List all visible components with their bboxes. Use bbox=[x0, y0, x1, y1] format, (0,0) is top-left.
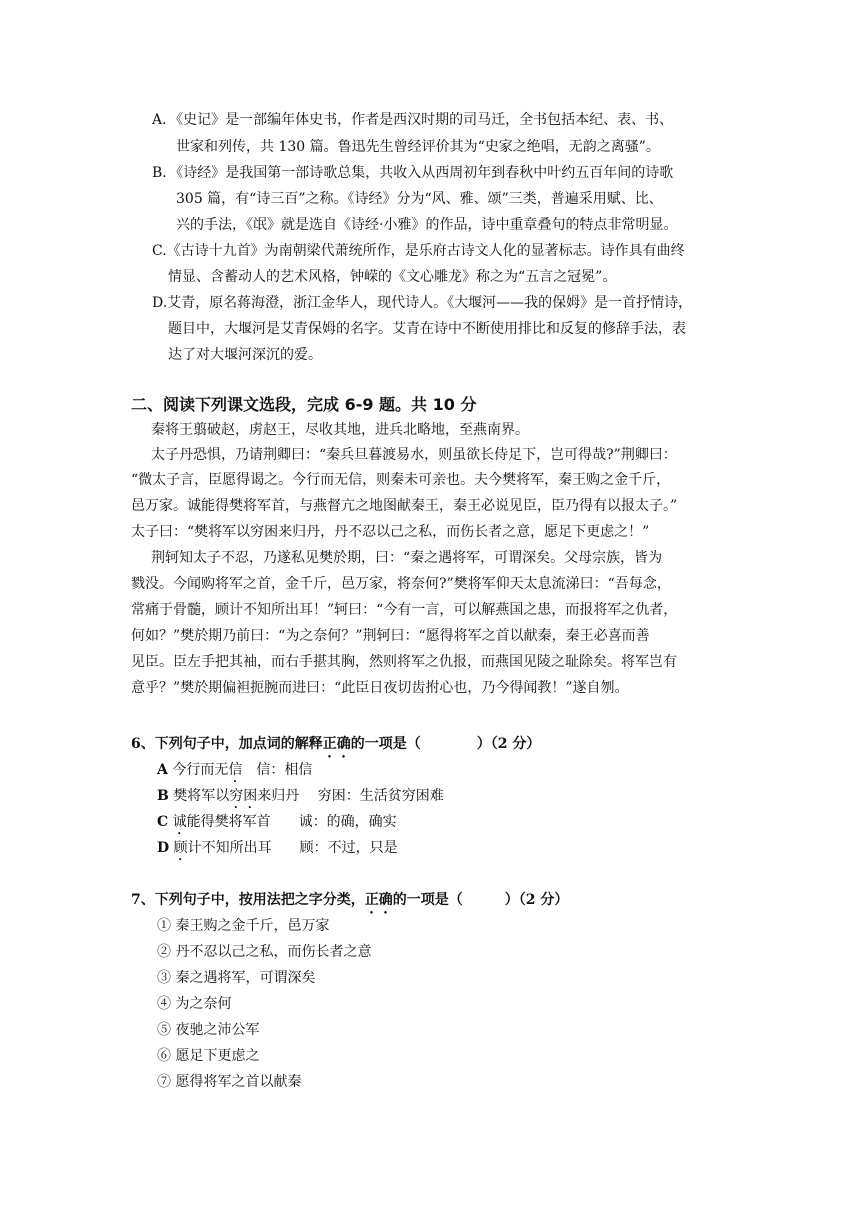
question-7-stem-b: 的一项是（ ）（2 分） bbox=[392, 892, 569, 908]
option-post: 能得樊将军首 诚：的确，确实 bbox=[186, 814, 397, 830]
option-pre: 樊将军以 bbox=[173, 788, 230, 804]
option-dotted-word: 信 bbox=[228, 762, 243, 778]
option-c-line-2: 情显、含蓄动人的艺术风格，钟嵘的《文心雕龙》称之为“五言之冠冕”。 bbox=[168, 269, 617, 285]
option-dotted-word: 顾 bbox=[173, 840, 188, 856]
question-7-stem-dotted: 正确 bbox=[364, 892, 393, 908]
option-d-line-1: D.艾青，原名蒋海澄，浙江金华人，现代诗人。《大堰河——我的保姆》是一首抒情诗， bbox=[152, 295, 693, 311]
option-d-line-2: 题目中，大堰河是艾青保姆的名字。艾青在诗中不断使用排比和反复的修辞手法，表 bbox=[168, 321, 686, 337]
option-b-line-2: 305 篇，有“诗三百”之称。《诗经》分为“风、雅、颂”三类，普遍采用赋、比、 bbox=[176, 191, 663, 207]
question-7-stem bbox=[131, 889, 568, 917]
question-6-option-a[interactable] bbox=[157, 759, 312, 786]
question-7-stem-a: 7、下列句子中，按用法把之字分类， bbox=[131, 892, 365, 908]
option-dotted-word: 穷困 bbox=[229, 788, 258, 804]
question-7-item-6: ⑥ 愿足下更虑之 bbox=[157, 1048, 260, 1064]
passage-p2-line-2: “微太子言，臣愿得谒之。今行而无信，则秦未可亲也。夫今樊将军，秦王购之金千斤， bbox=[131, 472, 671, 488]
option-letter: D bbox=[157, 840, 170, 856]
option-post: 来归丹 穷困：生活贫穷困难 bbox=[257, 788, 444, 804]
passage-p3-line-4: 何如？”樊於期乃前曰：“为之奈何？”荆轲曰：“愿得将军之首以献秦，秦王必喜而善 bbox=[131, 628, 650, 644]
question-6-stem bbox=[131, 733, 540, 761]
passage-p2-line-4: 太子曰：“樊将军以穷困来归丹，丹不忍以己之私，而伤长者之意，愿足下更虑之！” bbox=[131, 524, 650, 540]
passage-p3-line-6: 意乎？”樊於期偏袒扼腕而进曰：“此臣日夜切齿拊心也，乃今得闻教！”遂自刎。 bbox=[131, 680, 629, 696]
passage-p3-line-1: 荆轲知太子不忍，乃遂私见樊於期，曰：“秦之遇将军，可谓深矣。父母宗族，皆为 bbox=[151, 550, 663, 566]
option-b-line-3: 兴的手法，《氓》就是选自《诗经·小雅》的作品，诗中重章叠句的特点非常明显。 bbox=[176, 217, 678, 233]
section-2-heading: 二、阅读下列课文选段，完成 6-9 题。共 10 分 bbox=[131, 395, 477, 414]
option-a-line-2: 世家和列传，共 130 篇。鲁迅先生曾经评价其为“史家之绝唱，无韵之离骚”。 bbox=[176, 139, 660, 155]
question-6-stem-b: 的一项是（ ）（2 分） bbox=[350, 736, 541, 752]
option-d-line-3: 达了对大堰河深沉的爱。 bbox=[168, 347, 322, 363]
passage-p3-line-5: 见臣。臣左手把其袖，而右手揕其胸，然则将军之仇报，而燕国见陵之耻除矣。将军岂有 bbox=[131, 654, 677, 670]
question-7-item-1: ① 秦王购之金千斤，邑万家 bbox=[157, 918, 330, 934]
passage-p2-line-1: 太子丹恐惧，乃请荆卿曰：“秦兵旦暮渡易水，则虽欲长侍足下，岂可得哉?”荆卿曰： bbox=[151, 447, 677, 463]
option-letter: C bbox=[157, 814, 169, 830]
option-c-line-1: C.《古诗十九首》为南朝梁代萧统所作，是乐府古诗文人化的显著标志。诗作具有曲终 bbox=[152, 243, 685, 259]
question-6-option-b[interactable] bbox=[157, 785, 444, 812]
question-6-option-c[interactable] bbox=[157, 811, 397, 838]
option-pre: 今行而无 bbox=[172, 762, 229, 778]
option-post: 计不知所出耳 顾：不过，只是 bbox=[187, 840, 398, 856]
option-a-line-1: A．《史记》是一部编年体史书，作者是西汉时期的司马迁，全书包括本纪、表、书、 bbox=[152, 112, 674, 128]
option-post: 信：相信 bbox=[242, 762, 313, 778]
question-7-item-3: ③ 秦之遇将军，可谓深矣 bbox=[157, 970, 316, 986]
option-dotted-word: 诚 bbox=[172, 814, 187, 830]
question-6-stem-dotted: 正确 bbox=[322, 736, 351, 752]
option-letter: B bbox=[157, 788, 169, 804]
passage-p3-line-3: 常痛于骨髓，顾计不知所出耳！”轲曰：“今有一言，可以解燕国之患，而报将军之仇者， bbox=[131, 602, 678, 618]
question-6-stem-a: 6、下列句子中，加点词的解释 bbox=[131, 736, 323, 752]
question-6-option-d[interactable] bbox=[157, 837, 398, 864]
question-7-item-2: ② 丹不忍以己之私，而伤长者之意 bbox=[157, 944, 372, 960]
option-letter: A bbox=[157, 762, 168, 778]
passage-p2-line-3: 邑万家。诚能得樊将军首，与燕督亢之地图献秦王，秦王必说见臣，臣乃得有以报太子。” bbox=[131, 498, 678, 514]
option-b-line-1: B．《诗经》是我国第一部诗歌总集，共收入从西周初年到春秋中叶约五百年间的诗歌 bbox=[152, 165, 674, 181]
passage-p1: 秦将王翦破赵，虏赵王，尽收其地，进兵北略地，至燕南界。 bbox=[151, 422, 529, 438]
question-7-item-7: ⑦ 愿得将军之首以献秦 bbox=[157, 1074, 302, 1090]
passage-p3-line-2: 戮没。今闻购将军之首，金千斤，邑万家，将奈何?”樊将军仰天太息流涕曰：“吾每念， bbox=[131, 576, 671, 592]
question-7-item-5: ⑤ 夜驰之沛公军 bbox=[157, 1022, 260, 1038]
question-7-item-4: ④ 为之奈何 bbox=[157, 996, 232, 1012]
